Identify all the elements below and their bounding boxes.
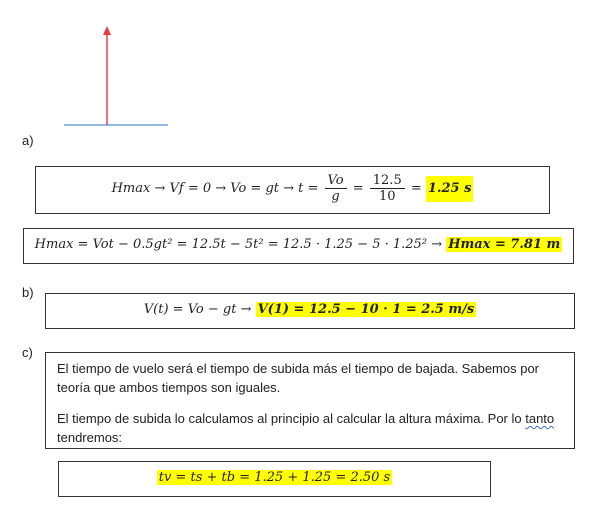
time-result-highlight: 1.25 s bbox=[426, 176, 474, 202]
fraction-values-num: 12.5 bbox=[370, 173, 405, 189]
equation-box-flight-time bbox=[58, 461, 491, 497]
part-b-label: b) bbox=[22, 285, 34, 300]
flight-time-highlight: tv = ts + tb = 1.25 + 1.25 = 2.50 s bbox=[158, 470, 391, 485]
equation-flight-time bbox=[59, 470, 490, 485]
explanation-paragraph-2 bbox=[57, 409, 562, 447]
velocity-result-highlight: V(1) = 12.5 − 10 · 1 = 2.5 m/s bbox=[257, 302, 475, 317]
fraction-vo-g-num: Vo bbox=[325, 173, 347, 189]
equation-time bbox=[36, 173, 549, 204]
fraction-vo-g bbox=[325, 173, 347, 204]
explanation-paragraph-2-start: El tiempo de subida lo calculamos al principio al calcular la altura máxima. Por lo bbox=[57, 411, 522, 426]
spellcheck-word-tanto: tanto bbox=[525, 411, 555, 426]
explanation-paragraph-2-end: tendremos: bbox=[57, 430, 123, 445]
hmax-result-highlight: Hmax = 7.81 m bbox=[448, 237, 561, 252]
launch-sketch bbox=[60, 22, 180, 130]
velocity-arrow-head bbox=[103, 26, 111, 35]
fraction-values bbox=[370, 173, 405, 204]
equation-time-lhs: Hmax → Vf = 0 → Vo = gt → t = bbox=[111, 181, 319, 196]
part-a-label: a) bbox=[22, 133, 34, 148]
equals-b: = bbox=[410, 181, 422, 196]
part-c-label: c) bbox=[22, 345, 33, 360]
equation-hmax bbox=[24, 237, 573, 252]
equation-velocity-lhs: V(t) = Vo − gt → bbox=[143, 302, 252, 317]
equation-box-hmax bbox=[23, 228, 574, 264]
equation-box-velocity bbox=[45, 293, 575, 329]
equation-box-time bbox=[35, 166, 550, 214]
explanation-box bbox=[45, 352, 575, 449]
fraction-values-den: 10 bbox=[378, 189, 396, 204]
equals-a: = bbox=[352, 181, 364, 196]
equation-hmax-lhs: Hmax = Vot − 0.5gt² = 12.5t − 5t² = 12.5 · 1.25 − 5 · 1.25² → bbox=[34, 237, 443, 252]
fraction-vo-g-den: g bbox=[331, 189, 340, 204]
equation-velocity bbox=[46, 302, 574, 317]
explanation-paragraph-1: El tiempo de vuelo será el tiempo de subida más el tiempo de bajada. Sabemos por teoría que ambos tiempos son iguales. bbox=[57, 361, 540, 395]
